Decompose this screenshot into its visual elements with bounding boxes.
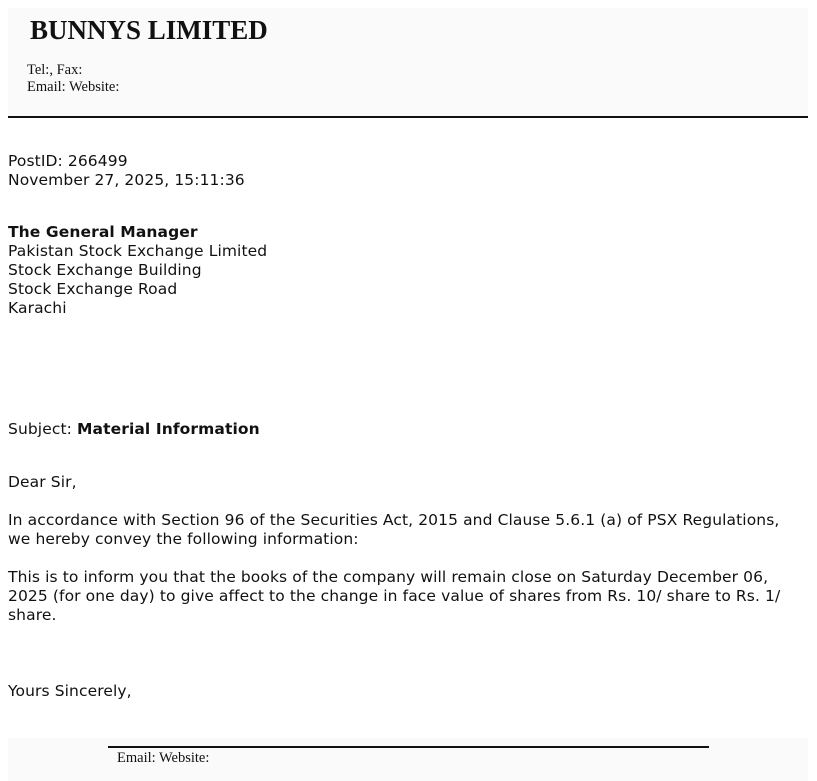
body-paragraph-1: In accordance with Section 96 of the Securities Act, 2015 and Clause 5.6.1 (a) of PSX Regulations, we hereby convey the following information: (8, 511, 780, 548)
body-paragraph-2: This is to inform you that the books of the company will remain close on Saturday December 06, 2025 (for one day) to give affect to the change in face value of shares from Rs. 10/ share to Rs. 1/ share. (8, 568, 781, 624)
closing: Yours Sincerely, (8, 682, 132, 700)
footer-divider (108, 746, 709, 748)
post-datetime: November 27, 2025, 15:11:36 (8, 171, 245, 189)
recipient-address-line: Karachi (8, 299, 67, 317)
recipient-address-line: Stock Exchange Road (8, 280, 178, 298)
subject-text: Material Information (77, 420, 260, 438)
contact-tel-fax: Tel:, Fax: (27, 62, 83, 78)
salutation: Dear Sir, (8, 473, 77, 491)
footer-email-website: Email: Website: (117, 750, 210, 766)
recipient-address-line: Stock Exchange Building (8, 261, 202, 279)
post-id: PostID: 266499 (8, 152, 128, 170)
company-name: BUNNYS LIMITED (30, 15, 268, 45)
letterhead (8, 8, 808, 116)
recipient-title: The General Manager (8, 223, 198, 241)
recipient-address-line: Pakistan Stock Exchange Limited (8, 242, 268, 260)
letter-footer (8, 738, 808, 781)
header-divider (8, 116, 808, 118)
contact-email-website: Email: Website: (27, 79, 120, 95)
subject-line (8, 420, 260, 439)
subject-label: Subject: (8, 420, 77, 438)
